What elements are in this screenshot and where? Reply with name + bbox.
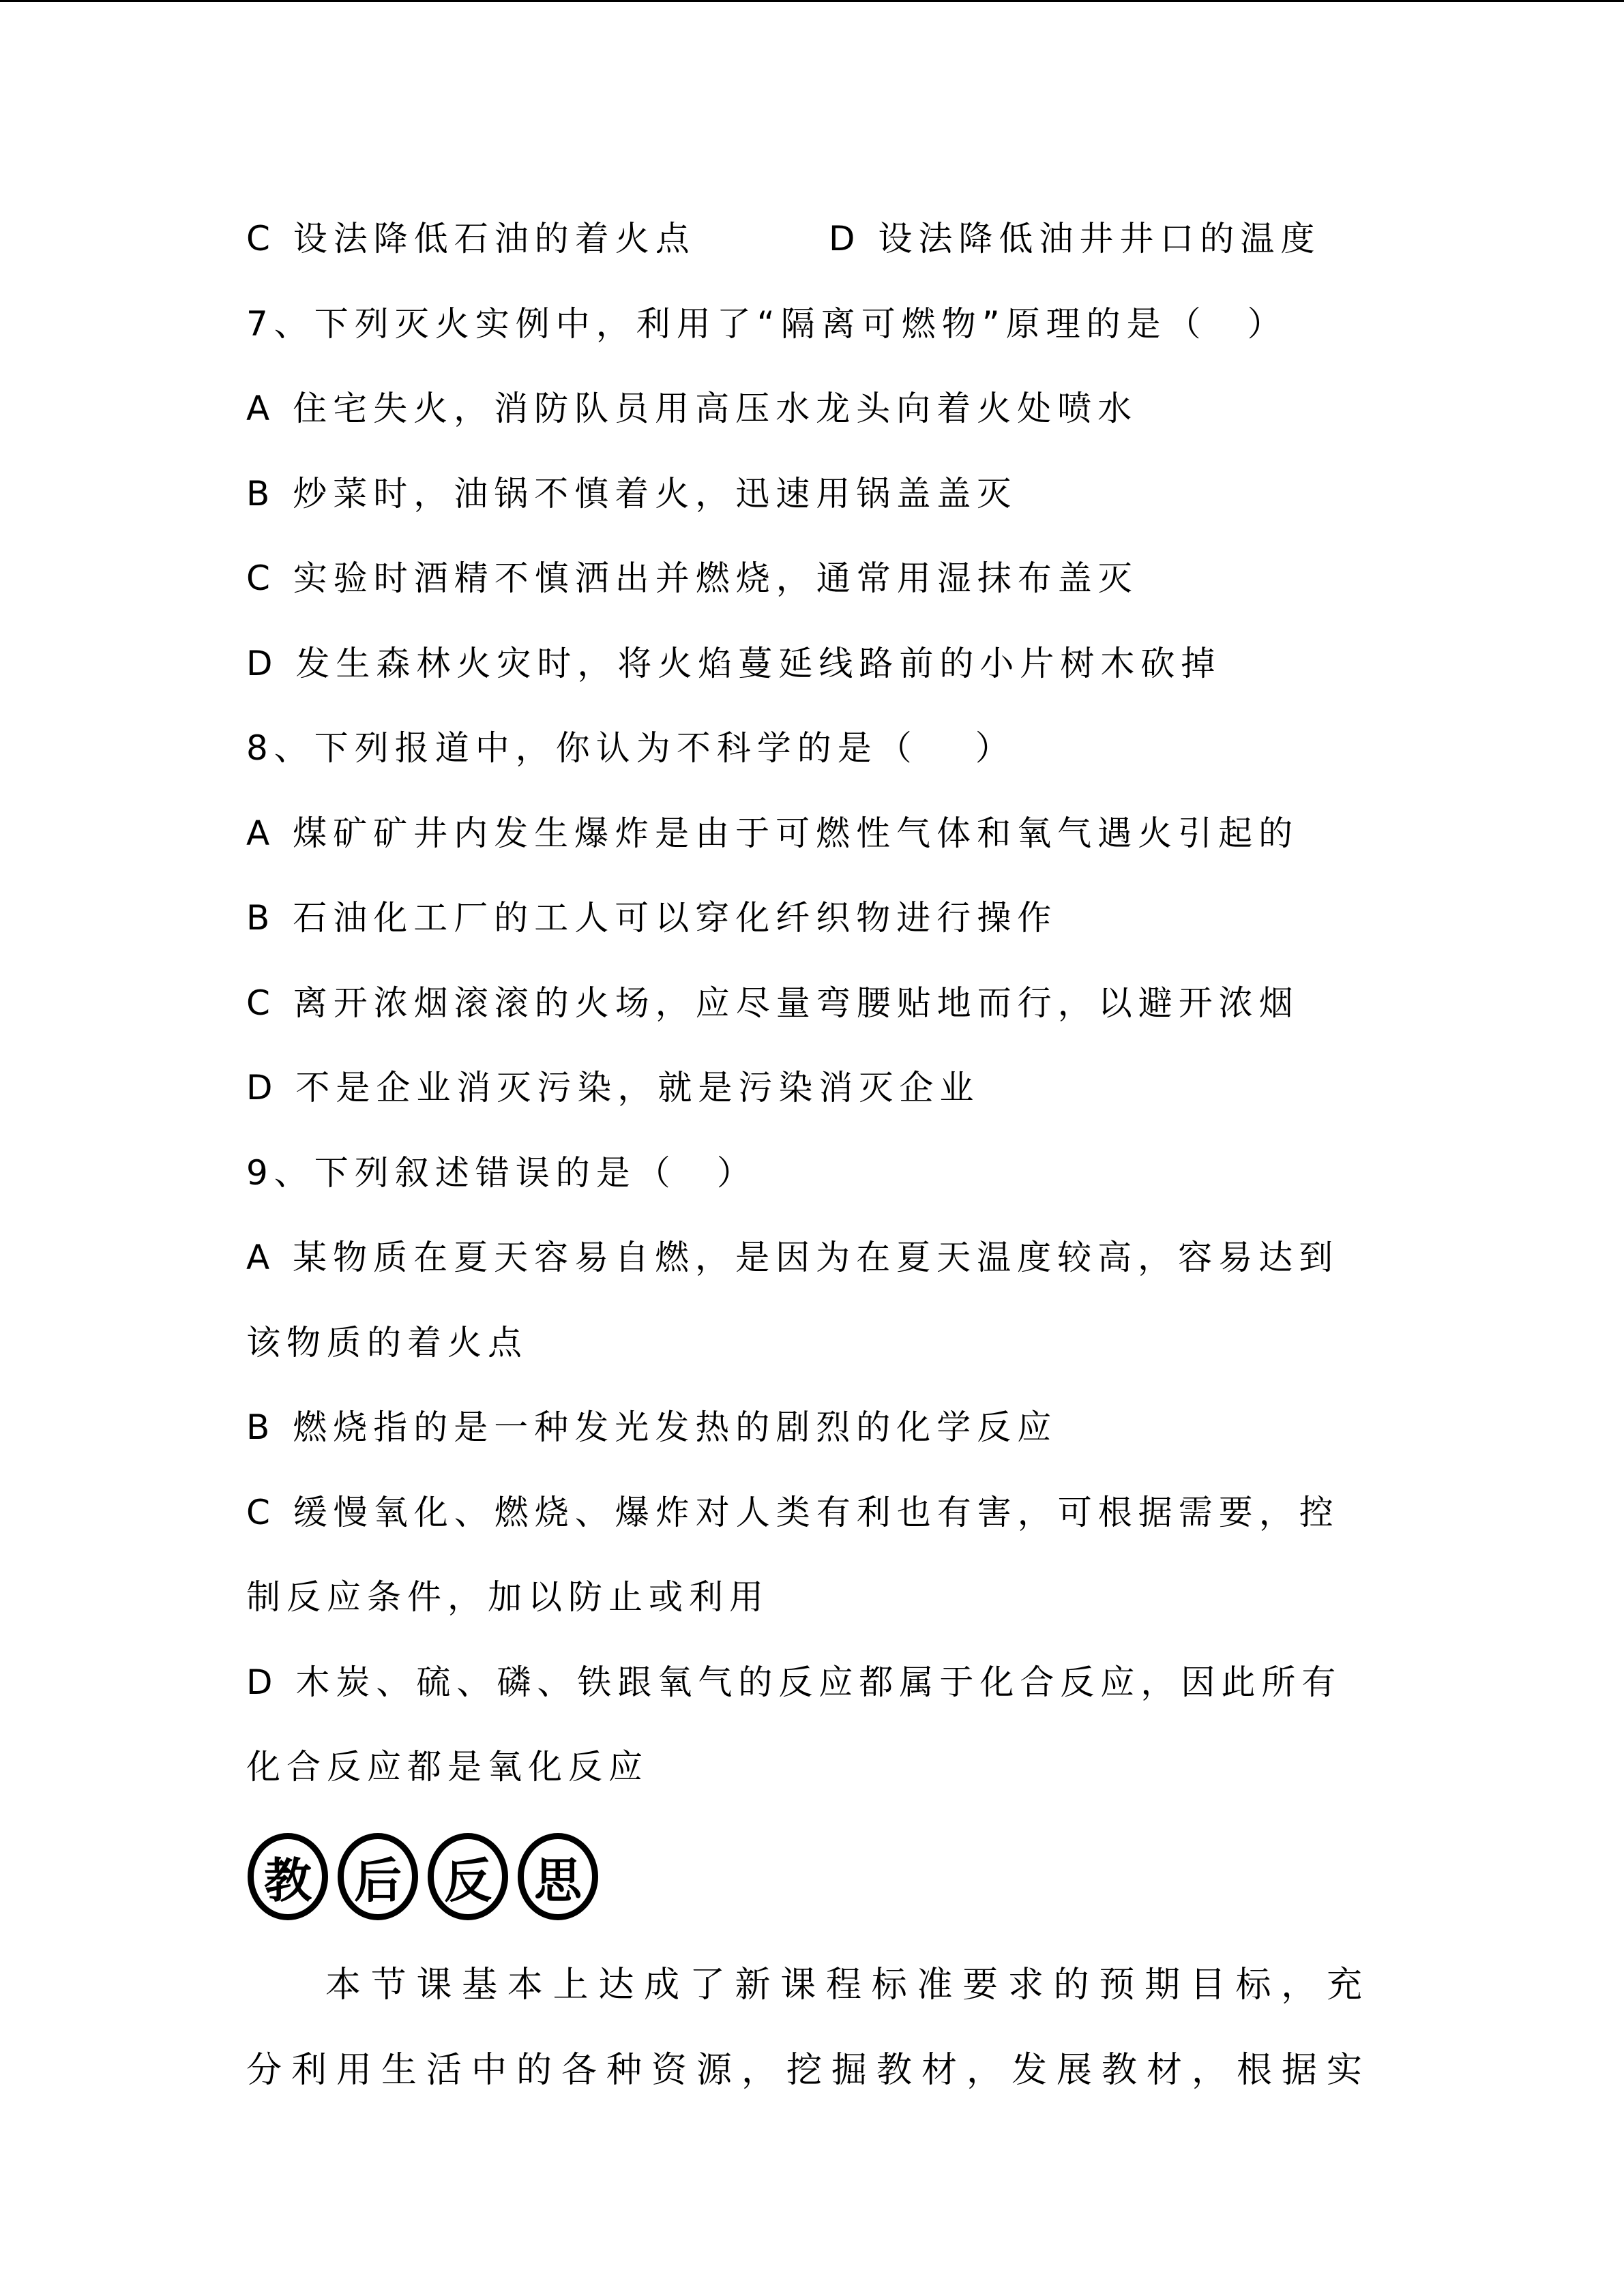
text-line: 该物质的着火点: [246, 1322, 528, 1362]
text-line: A 住宅失火，消防队员用高压水龙头向着火处喷水: [246, 389, 1138, 428]
circled-char-badge: 思: [518, 1833, 598, 1920]
text-line: D 不是企业消灭污染，就是污染消灭企业: [246, 1068, 980, 1107]
text-line: A 煤矿矿井内发生爆炸是由于可燃性气体和氧气遇火引起的: [246, 813, 1299, 853]
text-line: A 某物质在夏天容易自燃，是因为在夏天温度较高，容易达到: [246, 1238, 1340, 1277]
reflection-paragraph-line: 分利用生活中的各种资源，挖掘教材，发展教材，根据实: [246, 2050, 1362, 2091]
option-d-text: D 设法降低油井井口的温度: [829, 219, 1321, 258]
circled-char-badge: 后: [338, 1833, 418, 1920]
text-line: C 设法降低石油的着火点: [246, 219, 696, 258]
text-line: B 炒菜时，油锅不慎着火，迅速用锅盖盖灭: [246, 473, 1018, 513]
circled-char-badge: 教: [248, 1833, 328, 1920]
text-line: 9、下列叙述错误的是（ ）: [246, 1152, 757, 1193]
text-line: D 发生森林火灾时，将火焰蔓延线路前的小片树木砍掉: [246, 643, 1222, 683]
page-top-border: [0, 0, 1624, 2]
text-line: B 石油化工厂的工人可以穿化纤织物进行操作: [246, 898, 1058, 938]
section-heading-reflection: [248, 1833, 598, 1920]
text-line: 化合反应都是氧化反应: [246, 1747, 649, 1787]
text-line: 7、下列灭火实例中，利用了“隔离可燃物”原理的是（ ）: [246, 303, 1288, 344]
text-line: D 木炭、硫、磷、铁跟氧气的反应都属于化合反应，因此所有: [246, 1662, 1342, 1702]
reflection-paragraph-line: 本节课基本上达成了新课程标准要求的预期目标，充: [325, 1965, 1362, 2006]
text-line: C 缓慢氧化、燃烧、爆炸对人类有利也有害，可根据需要，控: [246, 1492, 1340, 1532]
text-line: C 离开浓烟滚滚的火场，应尽量弯腰贴地而行，以避开浓烟: [246, 983, 1299, 1023]
text-line: C 实验时酒精不慎洒出并燃烧，通常用湿抹布盖灭: [246, 558, 1138, 598]
circled-char-badge: 反: [428, 1833, 508, 1920]
text-line: 8、下列报道中，你认为不科学的是（ ）: [246, 728, 1016, 768]
text-line: 制反应条件，加以防止或利用: [246, 1577, 769, 1617]
text-line: B 燃烧指的是一种发光发热的剧烈的化学反应: [246, 1407, 1058, 1447]
